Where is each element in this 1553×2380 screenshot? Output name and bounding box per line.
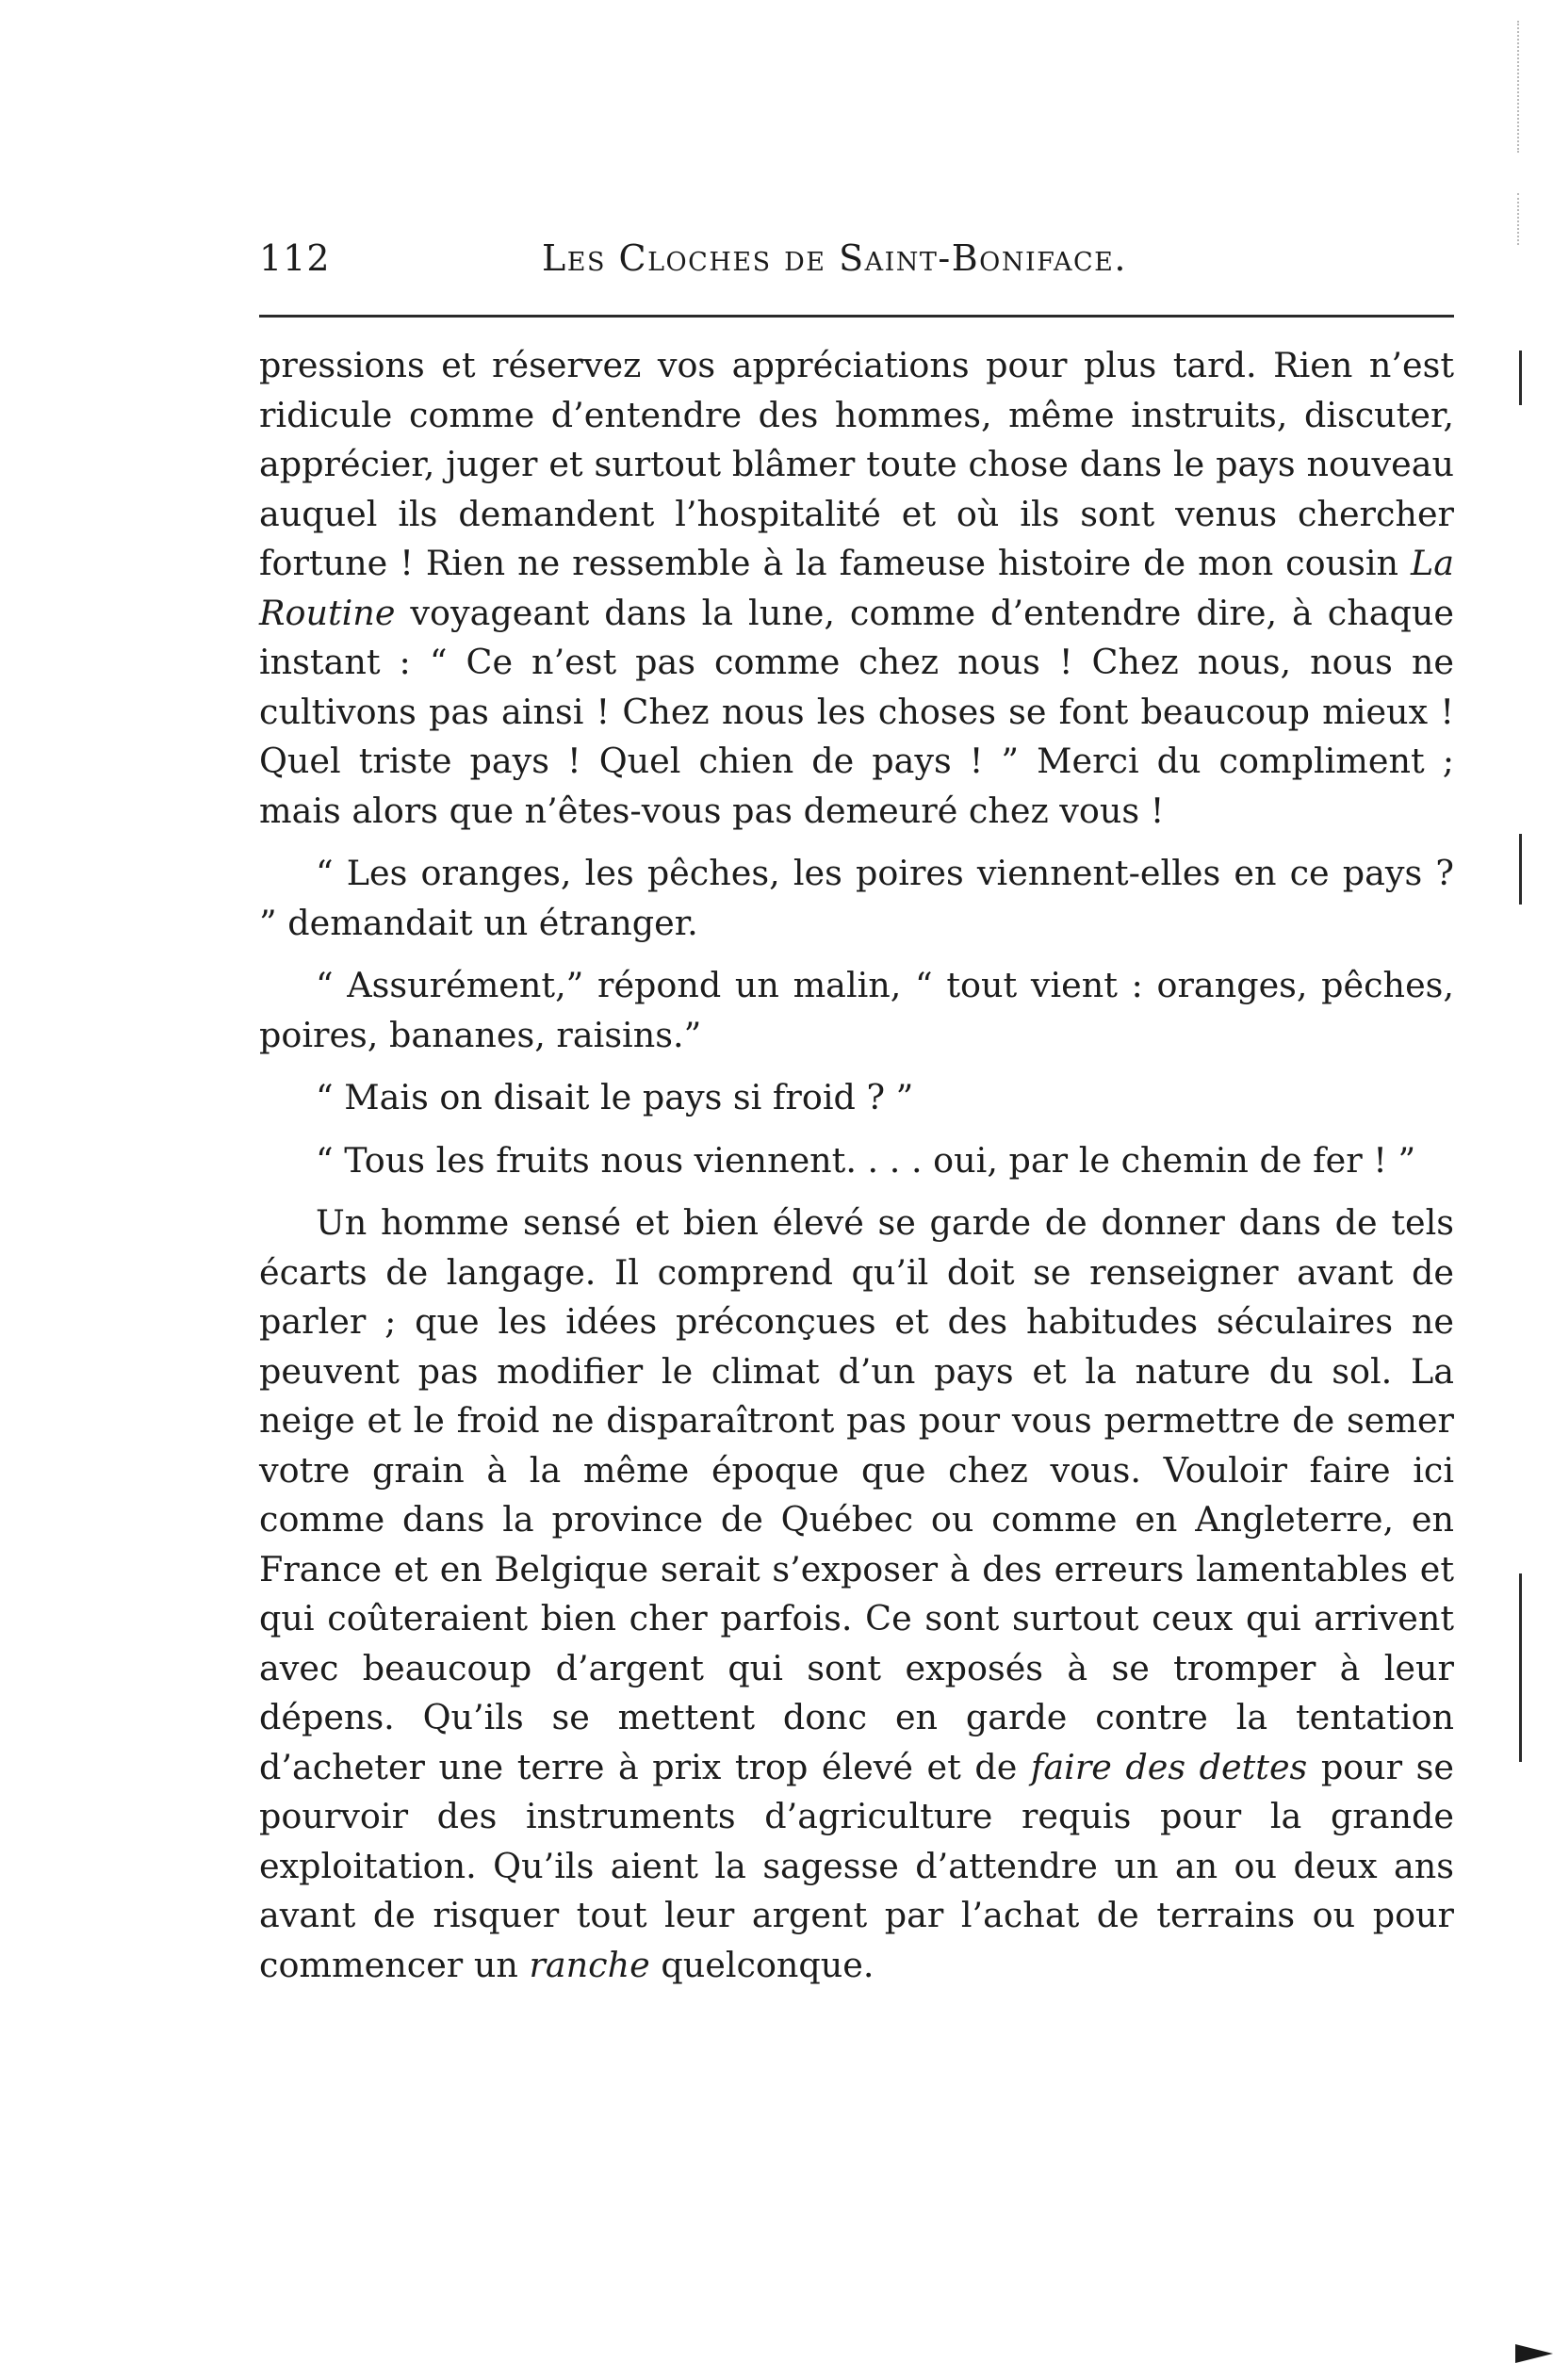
text-run: “ Mais on disait le pays si froid ? ” (316, 1077, 914, 1117)
paragraph-1 (259, 341, 1454, 836)
text-run: “ Assurément,” répond un malin, “ tout vient : oranges, pêches, poires, bananes, raisins.” (259, 965, 1454, 1055)
paragraph-2 (259, 849, 1454, 948)
running-head (259, 237, 1454, 294)
text-run: voyageant dans la lune, comme d’entendre dire, à chaque instant : “ Ce n’est pas comme chez nous ! Chez nous, nous ne cultivons pas ainsi ! Chez nous les choses se font beaucoup mieux ! Quel triste pays ! Quel chien de pays ! ” Merci du compliment ; mais alors que n’êtes-vous pas demeuré chez vous ! (259, 592, 1454, 831)
paragraph-3 (259, 961, 1454, 1060)
page-number: 112 (259, 237, 331, 279)
margin-mark (1519, 834, 1522, 905)
text-run: quelconque. (649, 1944, 875, 1985)
running-title: Les Cloches de Saint-Boniface. (542, 237, 1127, 279)
body-text (259, 341, 1454, 1990)
text-run: Un homme sensé et bien élevé se garde de donner dans de tels écarts de langage. Il comprend qu’il doit se renseigner avant de parler ; que les idées préconçues et des habitudes séculaires ne peuvent pas modifier le climat d’un pays et la nature du sol. La neige et le froid ne disparaîtront pas pour vous permettre de semer votre grain à la même époque que chez vous. Vouloir faire ici comme dans la province de Québec ou comme en Angleterre, en France et en Belgique serait s’exposer à des erreurs lamentables et qui coûteraient bien cher parfois. Ce sont surtout ceux qui arrivent avec beaucoup d’argent qui sont exposés à se tromper à leur dépens. Qu’ils se mettent donc en garde contre la tentation d’acheter une terre à prix trop élevé et de (259, 1202, 1454, 1787)
text-run: “ Tous les fruits nous viennent. . . . oui, par le chemin de fer ! ” (316, 1139, 1416, 1181)
text-run: “ Les oranges, les pêches, les poires viennent-elles en ce pays ? ” demandait un étranger. (259, 853, 1454, 943)
italic-phrase: faire des dettes (1030, 1746, 1308, 1787)
header-rule (259, 315, 1454, 318)
text-run: pour se pourvoir des instruments d’agriculture requis pour la grande exploitation. Qu’ils aient la sagesse d’attendre un an ou deux ans avant de risquer tout leur argent par l’achat de terrains ou pour commencer un (259, 1746, 1454, 1985)
paragraph-5 (259, 1136, 1454, 1186)
text-run: pressions et réservez vos appréciations pour plus tard. Rien n’est ridicule comme d’entendre des hommes, même instruits, discuter, apprécier, juger et surtout blâmer toute chose dans le pays nouveau auquel ils demandent l’hospitalité et où ils sont venus chercher fortune ! Rien ne ressemble à la fameuse histoire de mon cousin (259, 345, 1454, 583)
paragraph-6 (259, 1198, 1454, 1990)
scan-dotted-mark (1517, 21, 1519, 153)
scan-dotted-mark (1517, 193, 1519, 245)
margin-mark (1519, 350, 1522, 405)
paragraph-4 (259, 1073, 1454, 1123)
italic-word: ranche (529, 1944, 650, 1985)
margin-mark (1519, 1573, 1522, 1762)
corner-mark (1515, 2344, 1553, 2363)
italic-title: La Routine (259, 543, 1454, 633)
